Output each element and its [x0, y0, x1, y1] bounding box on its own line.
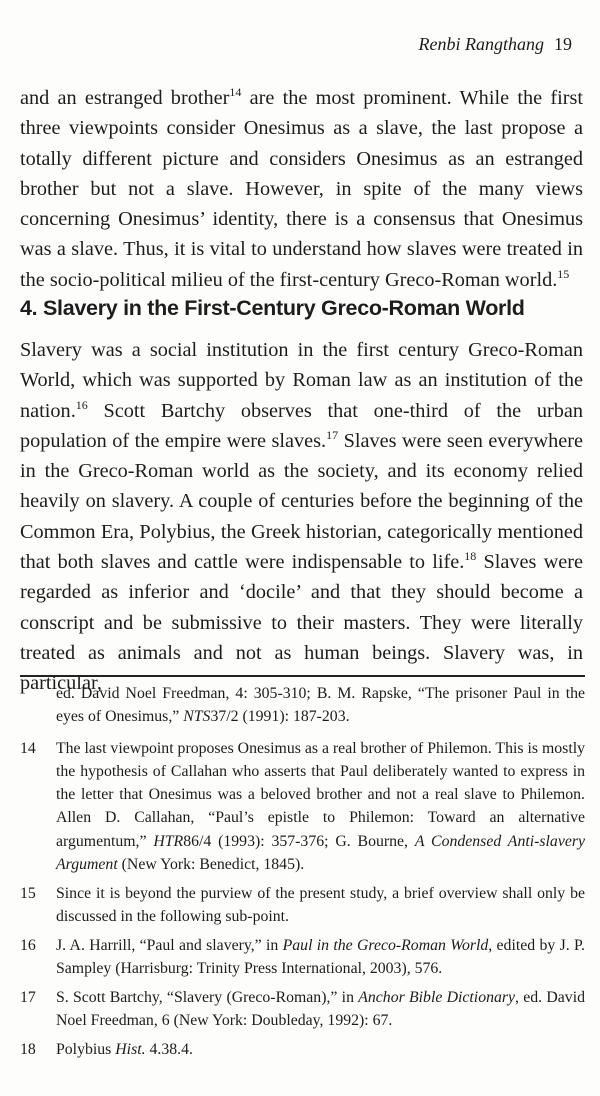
- footnote-number: 16: [20, 936, 36, 954]
- text-run: (New York: Benedict, 1845).: [117, 856, 305, 874]
- text-run: J. A. Harrill, “Paul and slavery,” in: [56, 936, 283, 954]
- section-heading: 4. Slavery in the First-Century Greco-Roman World: [20, 296, 525, 320]
- footnote-number: 14: [20, 739, 36, 757]
- text-run: A Condensed Anti-slavery Argument: [56, 832, 585, 874]
- text-run: Since it is beyond the purview of the present study, a brief overview shall only be discussed in the following sub-point.: [56, 884, 585, 926]
- text-run: Hist.: [115, 1041, 146, 1059]
- text-run: S. Scott Bartchy, “Slavery (Greco-Roman),” in: [56, 989, 359, 1007]
- footnote-number: 17: [20, 989, 36, 1007]
- footnotes: [20, 682, 585, 1067]
- text-run: , ed. David Noel Freedman, 6 (New York: Doubleday, 1992): 67.: [56, 989, 585, 1030]
- text-run: HTR: [153, 832, 184, 850]
- text-run: and an estranged brother: [20, 87, 230, 109]
- text-run: ed. David Noel Freedman, 4: 305-310; B. M. Rapske, “The prisoner Paul in the eyes of Onesimus,”: [56, 685, 585, 726]
- footnote-divider: [20, 675, 585, 677]
- footnote-continued: [20, 682, 585, 729]
- footnote-number: 18: [20, 1041, 36, 1059]
- text-run: Scott Bartchy observes that one-third of the urban population of the empire were slaves.: [20, 399, 583, 452]
- text-run: Polybius: [56, 1041, 116, 1059]
- footnote-number: 15: [20, 884, 36, 902]
- text-run: The last viewpoint proposes Onesimus as a real brother of Philemon. This is mostly the hypothesis of Callahan who asserts that Paul deliberately wanted to express in the letter that Onesimus was a beloved brother and not a real slave to Philemon. Allen D. Callahan, “Paul’s epistle to Philemon: Toward an alternative argumentum,”: [56, 739, 585, 850]
- text-run: 37/2 (1991): 187-203.: [210, 708, 350, 726]
- text-run: are the most prominent. While the first three viewpoints consider Onesimus as a slave, the last propose a totally different picture and considers Onesimus as an estranged brother but not a slave. However, in spite of the many views concerning Onesimus’ identity, there is a consensus that Onesimus was a slave. Thus, it is vital to understand how slaves were treated in the socio-political milieu of the first-century Greco-Roman world.: [20, 87, 583, 291]
- body-paragraph-1: [20, 83, 583, 295]
- page-number: 19: [554, 34, 572, 54]
- text-run: 86/4 (1993): 357-376; G. Bourne,: [183, 832, 415, 850]
- text-run: NTS: [183, 708, 211, 726]
- text-run: , edited by J. P. Sampley (Harrisburg: Trinity Press International, 2003), 576.: [56, 936, 585, 978]
- body-paragraph-2: [20, 335, 583, 699]
- text-run: Paul in the Greco-Roman World: [282, 936, 489, 954]
- text-run: Anchor Bible Dictionary: [358, 989, 516, 1007]
- footnote-ref-18[interactable]: 18: [464, 549, 477, 564]
- running-header: [419, 34, 572, 55]
- footnote-18: [20, 1038, 585, 1061]
- text-run: 4.38.4.: [145, 1041, 193, 1059]
- text-run: Slaves were regarded as inferior and ‘docile’ and that they should become a conscript and be submissive to their masters. They were literally treated as animals and not as human beings. Slavery was, in particular,: [20, 551, 583, 695]
- footnote-14: [20, 737, 585, 877]
- running-header-author: Renbi Rangthang: [418, 34, 544, 54]
- text-run: Slaves were seen everywhere in the Greco-Roman world as the society, and its economy relied heavily on slavery. A couple of centuries before the beginning of the Common Era, Polybius, the Greek historian, categorically mentioned that both slaves and cattle were indispensable to life.: [20, 429, 583, 574]
- footnote-ref-14[interactable]: 14: [229, 85, 242, 100]
- footnote-15: [20, 882, 585, 929]
- footnote-ref-15[interactable]: 15: [557, 267, 570, 282]
- footnote-ref-17[interactable]: 17: [326, 428, 339, 443]
- footnote-16: [20, 934, 585, 981]
- text-run: Slavery was a social institution in the first century Greco-Roman World, which was supported by Roman law as an institution of the nation.: [20, 339, 583, 422]
- footnote-ref-16[interactable]: 16: [75, 397, 88, 412]
- footnote-17: [20, 986, 585, 1033]
